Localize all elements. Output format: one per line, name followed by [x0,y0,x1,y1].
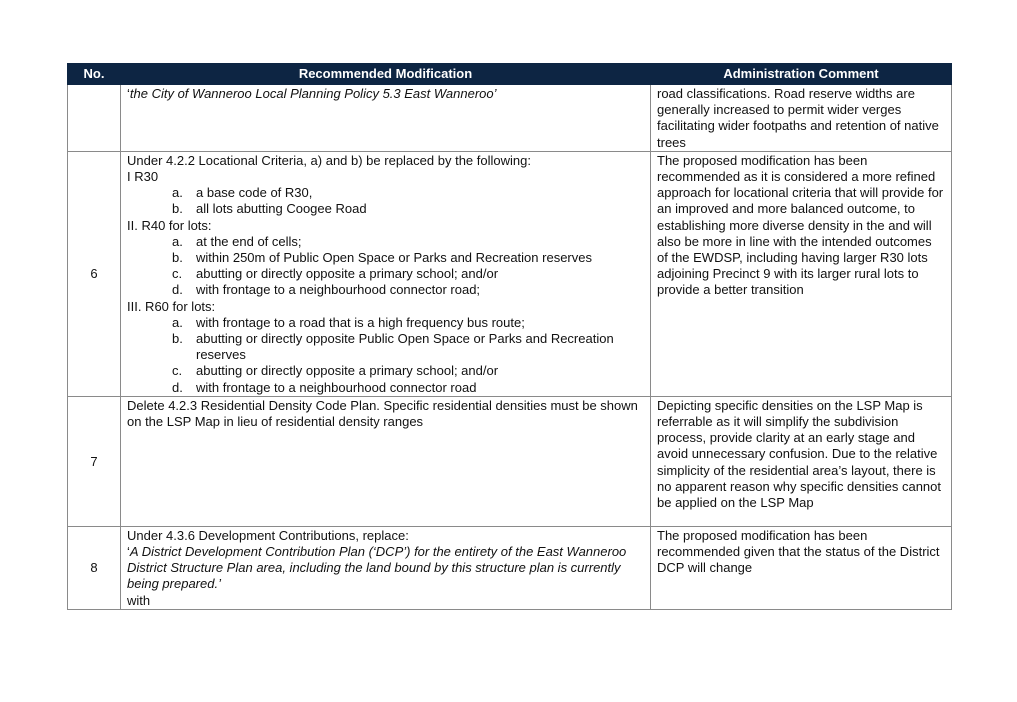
row-number-cell: 6 [68,151,121,396]
row-number-cell: 7 [68,396,121,526]
quoted-clause: A District Development Contribution Plan (‘DCP’) for the entirety of the East Wanneroo District Structure Plan area, including the land bound by this structure plan is currently being prepared.’ [127,544,627,592]
table-row [68,151,952,396]
list-item: d. with frontage to a neighbourhood connector road [172,379,477,395]
modification-intro: Under 4.2.2 Locational Criteria, a) and b) be replaced by the following: [127,152,531,168]
table-row [68,85,952,152]
modification-cell [121,526,651,609]
modification-cell [121,151,651,396]
modification-cell: Delete 4.2.3 Residential Density Code Plan. Specific residential densities must be shown on the LSP Map in lieu of residential density ranges [121,396,651,526]
r60-list [127,315,644,396]
list-item: b. within 250m of Public Open Space or Parks and Recreation reserves [172,250,592,266]
r40-list [127,234,644,299]
list-item: b. abutting or directly opposite Public Open Space or Parks and Recreation reserves [172,331,614,363]
comment-cell: road classifications. Road reserve widths are generally increased to permit wider verges facilitating wider footpaths and retention of native trees [651,85,952,152]
modifications-table [67,63,952,610]
header-no: No. [68,64,121,85]
open-quote: ‘ [127,86,130,101]
r60-heading: III. R60 for lots: [127,298,216,314]
list-item: b. all lots abutting Coogee Road [172,201,367,217]
list-item: d. with frontage to a neighbourhood connector road; [172,282,481,298]
table-header-row [68,64,952,85]
r30-heading: I R30 [127,169,159,185]
header-recommended-modification: Recommended Modification [121,64,651,85]
list-item: a. a base code of R30, [172,185,313,201]
list-item: a. with frontage to a road that is a high frequency bus route; [172,314,525,330]
table-row [68,526,952,609]
comment-cell: Depicting specific densities on the LSP Map is referrable as it will simplify the subdivision process, provide clarity at an early stage and avoid unnecessary confusion. Due to the relative simplicity of the residential area’s layout, there is no apparent reason why specific densities cannot be applied on the LSP Map [651,396,952,526]
modification-cell [121,85,651,152]
comment-cell: The proposed modification has been recommended given that the status of the District DCP will change [651,526,952,609]
table-row [68,396,952,526]
list-item: c. abutting or directly opposite a primary school; and/or [172,363,499,379]
modification-intro: Under 4.3.6 Development Contributions, replace: [127,527,409,543]
r30-list [127,185,644,217]
open-quote: ‘ [127,544,130,560]
row-number-cell: 8 [68,526,121,609]
comment-cell: The proposed modification has been recommended as it is considered a more refined approach for locational criteria that will provide for an improved and more balanced outcome, to establishing more diverse density in the and will also be more in line with the intended outcomes of the EWDSP, including having larger R30 lots adjoining Precinct 9 with its larger rural lots to provide a better transition [651,151,952,396]
policy-reference-text: the City of Wanneroo Local Planning Policy 5.3 East Wanneroo’ [129,86,497,101]
with-text: with [127,592,151,608]
list-item: a. at the end of cells; [172,233,302,249]
row-number-cell [68,85,121,152]
r40-heading: II. R40 for lots: [127,217,212,233]
list-item: c. abutting or directly opposite a primary school; and/or [172,266,499,282]
header-administration-comment: Administration Comment [651,64,952,85]
